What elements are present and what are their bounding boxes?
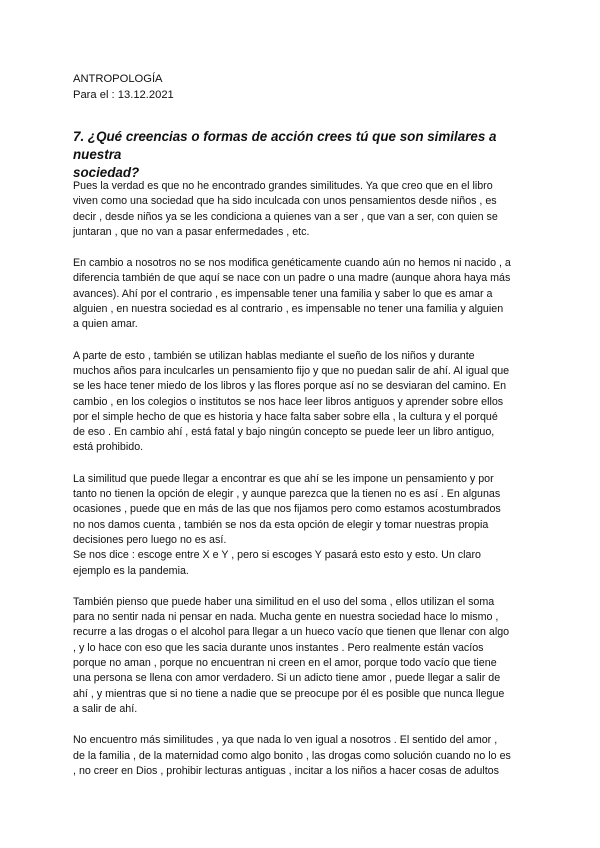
paragraph-line: a salir de ahí. <box>73 702 138 715</box>
answer-paragraph <box>73 349 528 456</box>
paragraph-line: cambio , en los colegios o institutos se nos hace leer libros antiguos y aprender sobre ellos <box>73 395 504 408</box>
paragraph-line: ocasiones , puede que en más de las que nos fijamos pero como estamos acostumbrados <box>73 503 501 516</box>
answer-paragraph <box>73 179 528 240</box>
paragraph-line: avances). Ahí por el contrario , es impensable tener una familia y saber lo que es amar a <box>73 287 493 300</box>
paragraph-line: porque no aman , porque no encuentran ni creen en el amor, porque todo vacío que tiene <box>73 657 497 670</box>
paragraph-line: ahí , y mientras que si no tiene a nadie que se preocupe por él es posible que nunca llegue <box>73 687 505 700</box>
paragraph-line: no nos damos cuenta , también se nos da esta opción de elegir y tomar nuestras propia <box>73 518 489 531</box>
subject-title: ANTROPOLOGÍA <box>73 73 163 85</box>
paragraph-line: juntaran , que no van a pasar enfermedades , etc. <box>73 225 310 238</box>
paragraph-line: A parte de esto , también se utilizan hablas mediante el sueño de los niños y durante <box>73 349 475 362</box>
answer-paragraph <box>73 595 528 717</box>
paragraph-line: diferencia también de que aquí se nace con un padre o una madre (aunque ahora haya más <box>73 272 511 285</box>
paragraph-line: alguien , en nuestra sociedad es al contrario , es impensable no tener una familia y alguien <box>73 303 504 316</box>
paragraph-line: , no creer en Dios , prohibir lecturas antiguas , incitar a los niños a hacer cosas de adultos <box>73 764 499 777</box>
answer-paragraph <box>73 733 528 779</box>
paragraph-line: muchos años para inculcarles un pensamiento fijo y que no puedan salir de ahí. Al igual que <box>73 364 510 377</box>
paragraph-line: No encuentro más similitudes , ya que nada lo ven igual a nosotros . El sentido del amor , <box>73 734 498 747</box>
paragraph-line: viven como una sociedad que ha sido inculcada con unos pensamientos desde niños , es <box>73 195 497 208</box>
question-line: sociedad? <box>73 165 140 180</box>
answer-paragraph <box>73 256 528 332</box>
paragraph-line: decisiones pero luego no es así. <box>73 533 227 546</box>
paragraph-line: para no sentir nada ni pensar en nada. Mucha gente en nuestra sociedad hace lo mismo , <box>73 611 499 624</box>
paragraph-line: Pues la verdad es que no he encontrado grandes similitudes. Ya que creo que en el libro <box>73 180 493 192</box>
question-heading <box>73 128 543 182</box>
paragraph-line: de la familia , de la maternidad como algo bonito , las drogas como solución cuando no lo es <box>73 749 511 762</box>
paragraph-line: decir , desde niños ya se les condiciona a quienes van a ser , que van a ser, con quien se <box>73 210 498 223</box>
paragraph-line: La similitud que puede llegar a encontrar es que ahí se les impone un pensamiento y por <box>73 472 494 485</box>
answer-body <box>73 179 528 795</box>
paragraph-line: a quien amar. <box>73 318 138 331</box>
question-line: 7. ¿Qué creencias o formas de acción crees tú que son similares a nuestra <box>73 129 497 162</box>
paragraph-line: En cambio a nosotros no se nos modifica genéticamente cuando aún no hemos ni nacido , a <box>73 257 511 270</box>
paragraph-line: se les hace tener miedo de los libros y las flores porque así no se desviaran del camino. En <box>73 380 507 393</box>
paragraph-line: recurre a las drogas o el alcohol para llegar a un hueco vacío que tienen que llenar con algo <box>73 626 510 639</box>
paragraph-line: de eso . En cambio ahí , está fatal y bajo ningún concepto se puede leer un libro antiguo, <box>73 426 495 439</box>
answer-paragraph <box>73 472 528 579</box>
paragraph-line: Se nos dice : escoge entre X e Y , pero si escoges Y pasará esto esto y esto. Un claro <box>73 549 481 562</box>
paragraph-line: ejemplo es la pandemia. <box>73 564 189 577</box>
paragraph-line: También pienso que puede haber una similitud en el uso del soma , ellos utilizan el soma <box>73 595 495 608</box>
due-date: Para el : 13.12.2021 <box>73 89 174 101</box>
paragraph-line: tanto no tienen la opción de elegir , y aunque parezca que la tienen no es así . En algunas <box>73 488 501 501</box>
paragraph-line: está prohibido. <box>73 441 144 454</box>
paragraph-line: , y lo hace con eso que les sacia durante unos instantes . Pero realmente están vacíos <box>73 641 484 654</box>
document-header <box>73 71 174 103</box>
paragraph-line: una persona se llena con amor verdadero. Si un adicto tiene amor , puede llegar a salir de <box>73 672 501 685</box>
paragraph-line: por el simple hecho de que es historia y hace falta saber sobre ella , la cultura y el porqué <box>73 410 498 423</box>
